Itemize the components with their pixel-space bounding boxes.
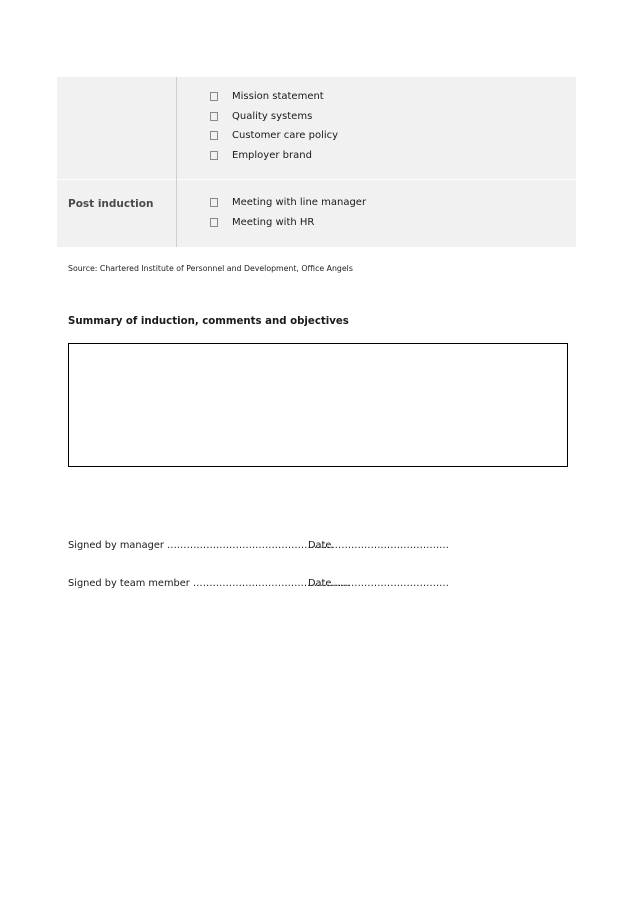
checklist-item-label: Mission statement <box>232 91 324 103</box>
manager-date-field[interactable]: Date……………………………… <box>308 540 449 551</box>
induction-checklist-table <box>57 77 576 247</box>
team-member-signature-line <box>68 578 449 589</box>
table-row <box>57 180 576 248</box>
checklist-item <box>177 87 576 107</box>
checklist-item <box>177 126 576 146</box>
row-label-cell <box>57 77 177 180</box>
checklist-item-label: Customer care policy <box>232 130 339 142</box>
checklist-item-label: Quality systems <box>232 110 313 122</box>
items-cell <box>177 77 577 180</box>
checkbox-icon <box>210 218 218 227</box>
source-note: Source: Chartered Institute of Personnel and Development, Office Angels <box>68 264 353 273</box>
checklist-item <box>177 107 576 127</box>
checkbox-icon <box>210 112 218 121</box>
checkbox-icon <box>210 198 218 207</box>
team-member-date-field[interactable]: Date……………………………… <box>308 578 449 589</box>
checklist-item <box>177 213 576 233</box>
manager-signature-line <box>68 540 449 551</box>
checklist-item <box>177 193 576 213</box>
checklist <box>177 180 576 247</box>
row-label: Post induction <box>68 198 154 210</box>
checkbox-icon <box>210 131 218 140</box>
checklist-item-label: Meeting with HR <box>232 216 315 228</box>
checklist <box>177 77 576 179</box>
team-member-signature-field[interactable]: Signed by team member ………………………………………… <box>68 578 350 589</box>
manager-signature-field[interactable]: Signed by manager …………………………………………… <box>68 540 334 551</box>
row-label-cell <box>57 180 177 248</box>
table-row <box>57 77 576 180</box>
checklist-item-label: Meeting with line manager <box>232 197 367 209</box>
checklist-item <box>177 146 576 166</box>
summary-text-box[interactable] <box>68 343 568 467</box>
checklist-item-label: Employer brand <box>232 149 312 161</box>
checkbox-icon <box>210 92 218 101</box>
summary-heading: Summary of induction, comments and objectives <box>68 316 349 327</box>
checkbox-icon <box>210 151 218 160</box>
items-cell <box>177 180 577 248</box>
